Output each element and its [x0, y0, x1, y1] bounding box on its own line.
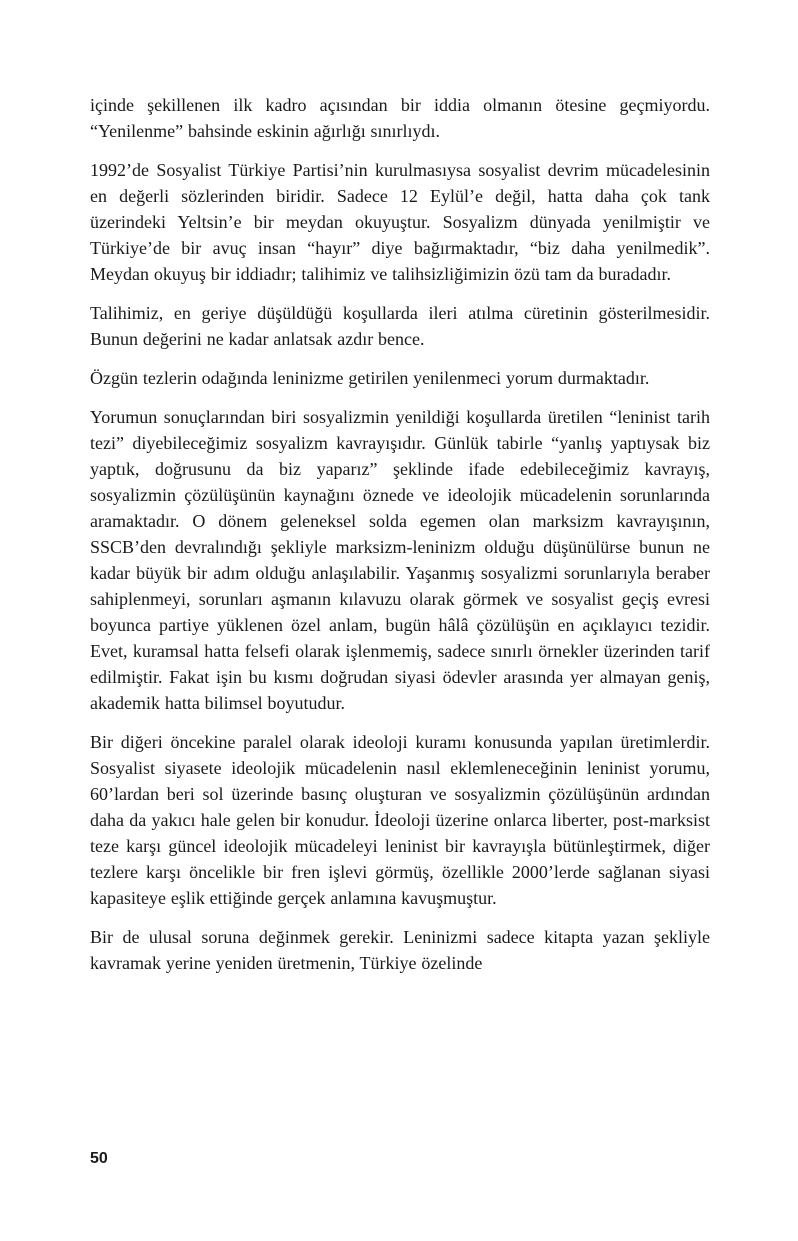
paragraph: içinde şekillenen ilk kadro açısından bir iddia olmanın ötesine geçmiyordu. “Yenilenme” bahsinde eskinin ağırlığı sınırlıydı. [90, 95, 710, 141]
text-block [90, 92, 710, 976]
paragraph: Bir de ulusal soruna değinmek gerekir. Leninizmi sadece kitapta yazan şekliyle kavramak yerine yeniden üretmenin, Türkiye özelinde [90, 927, 710, 973]
paragraph: Özgün tezlerin odağında leninizme getirilen yenilenmeci yorum durmaktadır. [90, 368, 650, 388]
paragraph: Talihimiz, en geriye düşüldüğü koşullarda ileri atılma cüretinin gösterilmesidir. Bunun değerini ne kadar anlatsak azdır bence. [90, 303, 710, 349]
paragraph: 1992’de Sosyalist Türkiye Partisi’nin kurulmasıysa sosyalist devrim mücadelesinin en değerli sözlerinden biridir. Sadece 12 Eylül’e değil, hatta daha çok tank üzerindeki Yeltsin’e bir meydan okuyuştur. Sosyalizm dünyada yenilmiştir ve Türkiye’de bir avuç insan “hayır” diye bağırmaktadır, “biz daha yenilmedik”. Meydan okuyuş bir iddiadır; talihimiz ve talihsizliğimizin özü tam da buradadır. [90, 160, 710, 284]
paragraph: Yorumun sonuçlarından biri sosyalizmin yenildiği koşullarda üretilen “leninist tarih tezi” diyebileceğimiz sosyalizm kavrayışıdır. Günlük tabirle “yanlış yaptıysak biz yaptık, doğrusunu da biz yaparız” şeklinde ifade edebileceğimiz kavrayış, sosyalizmin çözülüşünün kaynağını öznede ve ideolojik mücadelenin sorunlarında aramaktadır. O dönem geleneksel solda egemen olan marksizm kavrayışının, SSCB’den devralındığı şekliyle marksizm-leninizm olduğu düşünülürse bunun ne kadar büyük bir adım olduğu anlaşılabilir. Yaşanmış sosyalizmi sorunlarıyla beraber sahiplenmeyi, sorunları aşmanın kılavuzu olarak görmek ve sosyalist geçiş evresi boyunca partiye yüklenen özel anlam, bugün hâlâ çözülüşün en açıklayıcı tezidir. Evet, kuramsal hatta felsefi olarak işlenmemiş, sadece sınırlı örnekler üzerinden tarif edilmiştir. Fakat işin bu kısmı doğrudan siyasi ödevler arasında yer almayan geniş, akademik hatta bilimsel boyutudur. [90, 407, 710, 713]
paragraph: Bir diğeri öncekine paralel olarak ideoloji kuramı konusunda yapılan üretimlerdir. Sosyalist siyasete ideolojik mücadelenin nasıl eklemleneceğinin leninist yorumu, 60’lardan beri sol üzerinde basınç oluşturan ve sosyalizmin çözülüşünün ardından daha da yakıcı hale gelen bir konudur. İdeoloji üzerine onlarca liberter, post-marksist teze karşı güncel ideolojik mücadeleyi leninist bir kavrayışla bütünleştirmek, diğer tezlere karşı öncelikle bir fren işlevi görmüş, özellikle 2000’lerde sağlanan siyasi kapasiteye eşlik ettiğinde gerçek anlamına kavuşmuştur. [90, 732, 710, 908]
page-number: 50 [90, 1150, 108, 1167]
